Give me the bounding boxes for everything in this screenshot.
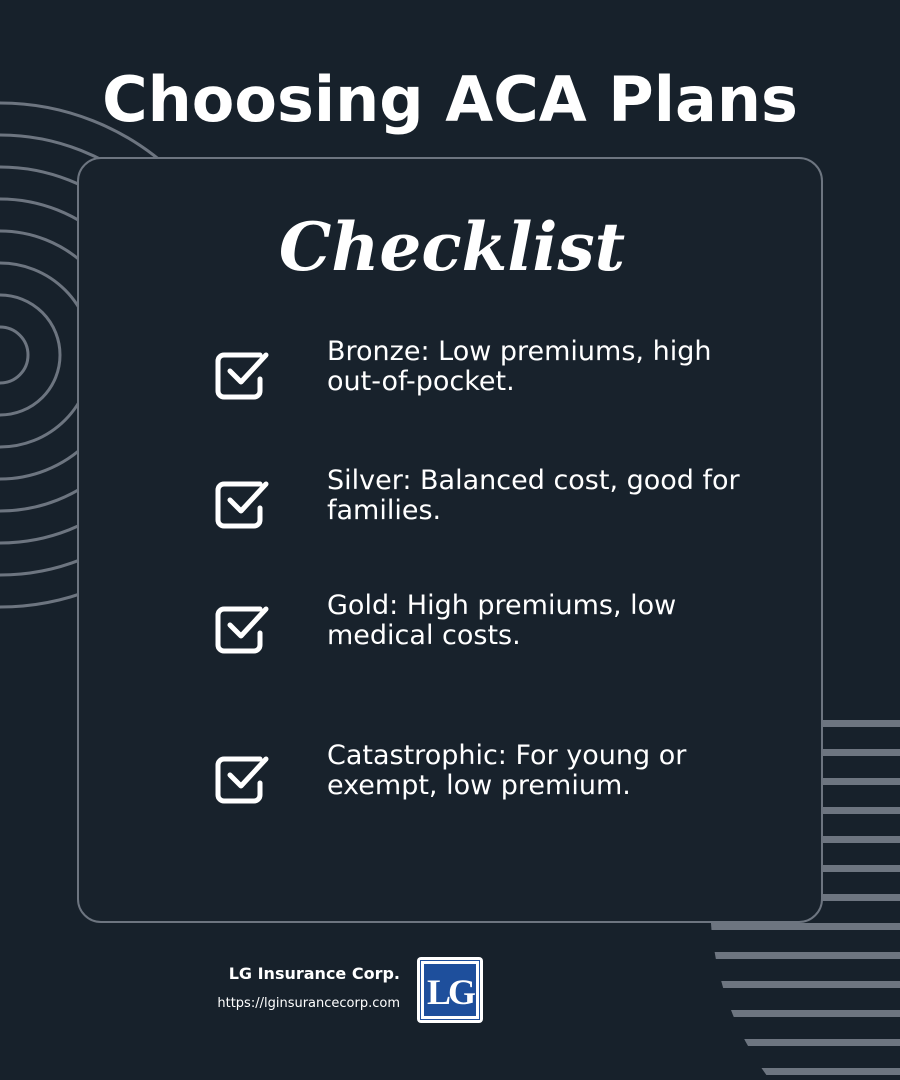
checkbox-checked-icon [214,341,274,401]
checklist-item-text: Catastrophic: For young or exempt, low premium. [327,740,687,801]
checkbox-checked-icon [214,745,274,805]
checkbox-checked-icon [214,595,274,655]
company-name: LG Insurance Corp. [228,964,400,983]
company-url[interactable]: https://lginsurancecorp.com [217,996,400,1011]
checklist-item-silver [214,466,754,546]
checklist-heading: Checklist [278,208,626,286]
company-logo [417,957,483,1023]
checklist-item-bronze [214,337,754,417]
checklist-item-text: Silver: Balanced cost, good for families. [327,465,740,526]
checklist-item-text: Gold: High premiums, low medical costs. [327,590,677,651]
checklist-item-text: Bronze: Low premiums, high out-of-pocket. [327,336,712,397]
checklist-item-gold [214,591,754,671]
page-title: Choosing ACA Plans [102,63,798,136]
logo-text: LG [426,972,474,1012]
checkbox-checked-icon [214,470,274,530]
checklist-item-catastrophic [214,741,754,821]
checklist-card [77,157,823,923]
